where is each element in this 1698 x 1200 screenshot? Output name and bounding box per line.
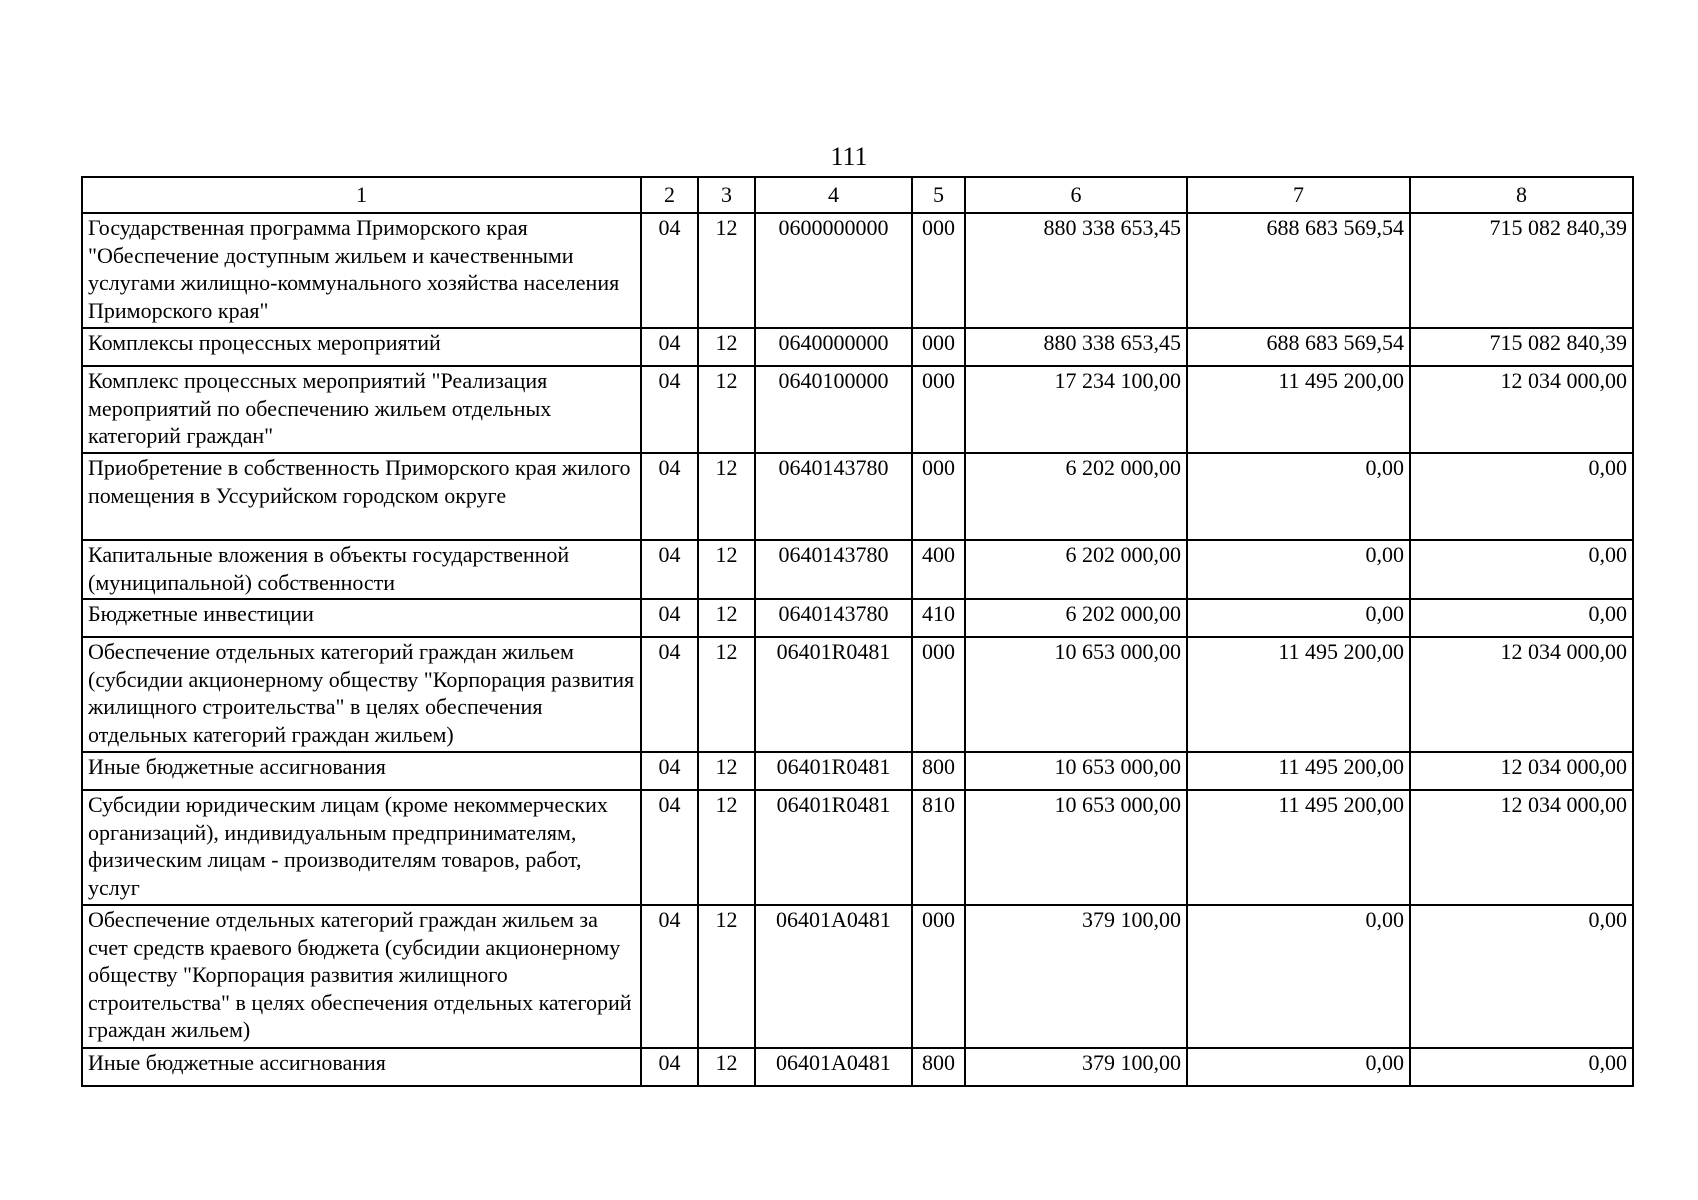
column-header: 4 [755, 177, 912, 213]
amount-col-6: 6 202 000,00 [965, 453, 1187, 540]
table-row [82, 599, 1633, 637]
column-header: 2 [641, 177, 698, 213]
subsection-code: 12 [698, 599, 755, 637]
amount-col-8: 715 082 840,39 [1410, 213, 1633, 328]
target-article-code: 06401A0481 [755, 905, 912, 1048]
row-name: Комплекс процессных мероприятий "Реализация мероприятий по обеспечению жильем отдельных категорий граждан" [82, 366, 641, 453]
expense-type-code: 800 [912, 752, 965, 790]
expense-type-code: 000 [912, 637, 965, 752]
row-name: Субсидии юридическим лицам (кроме некоммерческих организаций), индивидуальным предпринимателям, физическим лицам - производителям товаров, работ, услуг [82, 790, 641, 905]
amount-col-7: 11 495 200,00 [1187, 637, 1410, 752]
subsection-code: 12 [698, 328, 755, 366]
column-header: 6 [965, 177, 1187, 213]
expense-type-code: 800 [912, 1048, 965, 1086]
target-article-code: 06401R0481 [755, 752, 912, 790]
subsection-code: 12 [698, 790, 755, 905]
expense-type-code: 000 [912, 905, 965, 1048]
amount-col-7: 688 683 569,54 [1187, 213, 1410, 328]
table-row [82, 213, 1633, 328]
row-name: Иные бюджетные ассигнования [82, 1048, 641, 1086]
section-code: 04 [641, 599, 698, 637]
expense-type-code: 810 [912, 790, 965, 905]
amount-col-7: 0,00 [1187, 599, 1410, 637]
amount-col-8: 715 082 840,39 [1410, 328, 1633, 366]
row-name: Обеспечение отдельных категорий граждан жильем (субсидии акционерному обществу "Корпорация развития жилищного строительства" в целях обеспечения отдельных категорий граждан жильем) [82, 637, 641, 752]
expense-type-code: 000 [912, 328, 965, 366]
column-header: 5 [912, 177, 965, 213]
amount-col-8: 12 034 000,00 [1410, 637, 1633, 752]
column-header: 3 [698, 177, 755, 213]
amount-col-7: 0,00 [1187, 1048, 1410, 1086]
budget-table [81, 176, 1634, 1087]
amount-col-8: 12 034 000,00 [1410, 752, 1633, 790]
section-code: 04 [641, 905, 698, 1048]
amount-col-6: 17 234 100,00 [965, 366, 1187, 453]
amount-col-7: 0,00 [1187, 453, 1410, 540]
subsection-code: 12 [698, 540, 755, 599]
amount-col-7: 0,00 [1187, 905, 1410, 1048]
target-article-code: 0600000000 [755, 213, 912, 328]
expense-type-code: 000 [912, 453, 965, 540]
amount-col-6: 379 100,00 [965, 1048, 1187, 1086]
column-header: 8 [1410, 177, 1633, 213]
amount-col-6: 880 338 653,45 [965, 213, 1187, 328]
table-row [82, 790, 1633, 905]
target-article-code: 0640100000 [755, 366, 912, 453]
subsection-code: 12 [698, 453, 755, 540]
target-article-code: 06401R0481 [755, 790, 912, 905]
section-code: 04 [641, 453, 698, 540]
amount-col-8: 12 034 000,00 [1410, 790, 1633, 905]
table-row [82, 905, 1633, 1048]
row-name: Бюджетные инвестиции [82, 599, 641, 637]
amount-col-8: 0,00 [1410, 1048, 1633, 1086]
table-row [82, 328, 1633, 366]
column-header: 7 [1187, 177, 1410, 213]
table-row [82, 540, 1633, 599]
amount-col-6: 880 338 653,45 [965, 328, 1187, 366]
amount-col-6: 10 653 000,00 [965, 790, 1187, 905]
section-code: 04 [641, 637, 698, 752]
amount-col-6: 10 653 000,00 [965, 752, 1187, 790]
section-code: 04 [641, 213, 698, 328]
amount-col-8: 0,00 [1410, 540, 1633, 599]
target-article-code: 0640000000 [755, 328, 912, 366]
row-name: Обеспечение отдельных категорий граждан жильем за счет средств краевого бюджета (субсидии акционерному обществу "Корпорация развития жилищного строительства" в целях обеспечения отдельных категорий граждан жильем) [82, 905, 641, 1048]
column-header: 1 [82, 177, 641, 213]
expense-type-code: 000 [912, 213, 965, 328]
subsection-code: 12 [698, 1048, 755, 1086]
amount-col-8: 0,00 [1410, 599, 1633, 637]
section-code: 04 [641, 752, 698, 790]
target-article-code: 06401A0481 [755, 1048, 912, 1086]
subsection-code: 12 [698, 366, 755, 453]
target-article-code: 06401R0481 [755, 637, 912, 752]
table-row [82, 637, 1633, 752]
row-name: Капитальные вложения в объекты государственной (муниципальной) собственности [82, 540, 641, 599]
amount-col-6: 379 100,00 [965, 905, 1187, 1048]
amount-col-7: 11 495 200,00 [1187, 366, 1410, 453]
row-name: Комплексы процессных мероприятий [82, 328, 641, 366]
amount-col-8: 12 034 000,00 [1410, 366, 1633, 453]
expense-type-code: 410 [912, 599, 965, 637]
amount-col-6: 6 202 000,00 [965, 540, 1187, 599]
row-name: Государственная программа Приморского края "Обеспечение доступным жильем и качественными услугами жилищно-коммунального хозяйства населения Приморского края" [82, 213, 641, 328]
header-row [82, 177, 1633, 213]
amount-col-7: 0,00 [1187, 540, 1410, 599]
amount-col-6: 10 653 000,00 [965, 637, 1187, 752]
target-article-code: 0640143780 [755, 453, 912, 540]
row-name: Приобретение в собственность Приморского края жилого помещения в Уссурийском городском округе [82, 453, 641, 540]
row-name: Иные бюджетные ассигнования [82, 752, 641, 790]
subsection-code: 12 [698, 637, 755, 752]
table-row [82, 752, 1633, 790]
subsection-code: 12 [698, 752, 755, 790]
subsection-code: 12 [698, 213, 755, 328]
page-number: 111 [830, 142, 868, 171]
amount-col-6: 6 202 000,00 [965, 599, 1187, 637]
subsection-code: 12 [698, 905, 755, 1048]
section-code: 04 [641, 790, 698, 905]
target-article-code: 0640143780 [755, 599, 912, 637]
table-row [82, 1048, 1633, 1086]
target-article-code: 0640143780 [755, 540, 912, 599]
amount-col-7: 11 495 200,00 [1187, 790, 1410, 905]
amount-col-7: 11 495 200,00 [1187, 752, 1410, 790]
section-code: 04 [641, 328, 698, 366]
section-code: 04 [641, 540, 698, 599]
amount-col-7: 688 683 569,54 [1187, 328, 1410, 366]
table-row [82, 453, 1633, 540]
amount-col-8: 0,00 [1410, 453, 1633, 540]
table-row [82, 366, 1633, 453]
section-code: 04 [641, 1048, 698, 1086]
expense-type-code: 000 [912, 366, 965, 453]
expense-type-code: 400 [912, 540, 965, 599]
amount-col-8: 0,00 [1410, 905, 1633, 1048]
section-code: 04 [641, 366, 698, 453]
